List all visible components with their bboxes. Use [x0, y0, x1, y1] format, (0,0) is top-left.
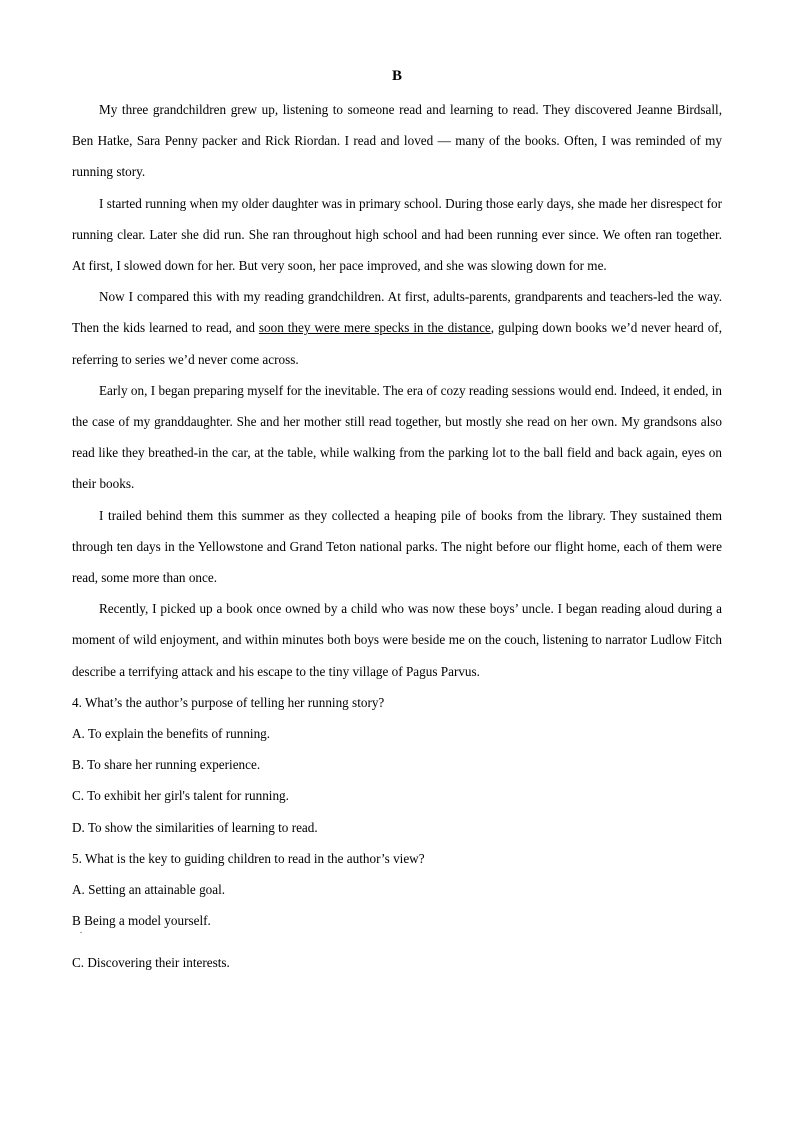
- passage-paragraph-5: I trailed behind them this summer as they collected a heaping pile of books from the library. They sustained them through ten days in the Yellowstone and Grand Teton national parks. The night before our flight home, each of them were read, some more than once.: [72, 507, 722, 586]
- question-5-option-b: [72, 905, 722, 936]
- stray-dot-mark: .: [80, 926, 82, 936]
- question-4-option-b: B. To share her running experience.: [72, 757, 261, 773]
- section-title: B: [391, 68, 402, 84]
- passage-paragraph-3: [72, 281, 722, 375]
- passage-paragraph-6: Recently, I picked up a book once owned by a child who was now these boys’ uncle. I began reading aloud during a moment of wild enjoyment, and within minutes both boys were beside me on the couch, listening to narrator Ludlow Fitch describe a terrifying attack and his escape to the tiny village of Pagus Parvus.: [72, 601, 722, 679]
- paragraph-3-text-start: Now I compared this with my reading grandchildren. At first, adults-parents, grandparents and teachers-led the way. Then the kids learned to read, and: [72, 289, 722, 336]
- question-4-option-c: C. To exhibit her girl's talent for running.: [72, 788, 289, 804]
- underlined-phrase: soon they were mere specks in the distance: [258, 320, 491, 336]
- passage-paragraph-4: Early on, I began preparing myself for the inevitable. The era of cozy reading sessions would end. Indeed, it ended, in the case of my granddaughter. She and her mother still read together, but mostly she read on her own. My grandsons also read like they breathed-in the car, at the table, while walking from the parking lot to the ball field and back again, eyes on their books.: [72, 382, 722, 492]
- paragraph-3-text-end: , gulping down books we’d never heard of, referring to series we’d never come across.: [72, 320, 723, 367]
- question-4-option-d: D. To show the similarities of learning to read.: [72, 819, 318, 835]
- question-5-option-a: A. Setting an attainable goal.: [72, 882, 226, 898]
- passage-paragraph-2: I started running when my older daughter was in primary school. During those early days, she made her disrespect for running clear. Later she did run. She ran throughout high school and had been running ever since. We often ran together. At first, I slowed down for her. But very soon, her pace improved, and she was slowing down for me.: [72, 195, 722, 274]
- option-b-text: B Being a model yourself.: [72, 913, 211, 929]
- question-4-option-a: A. To explain the benefits of running.: [72, 726, 271, 742]
- passage-paragraph-1: My three grandchildren grew up, listening to someone read and learning to read. They discovered Jeanne Birdsall, Ben Hatke, Sara Penny packer and Rick Riordan. I read and loved — many of the books. Often, I was reminded of my running story.: [72, 102, 722, 180]
- question-5-stem: 5. What is the key to guiding children to read in the author’s view?: [72, 850, 425, 866]
- question-4-stem: 4. What’s the author’s purpose of telling her running story?: [72, 694, 385, 710]
- document-page: [72, 64, 722, 979]
- question-5-option-c: C. Discovering their interests.: [72, 955, 230, 971]
